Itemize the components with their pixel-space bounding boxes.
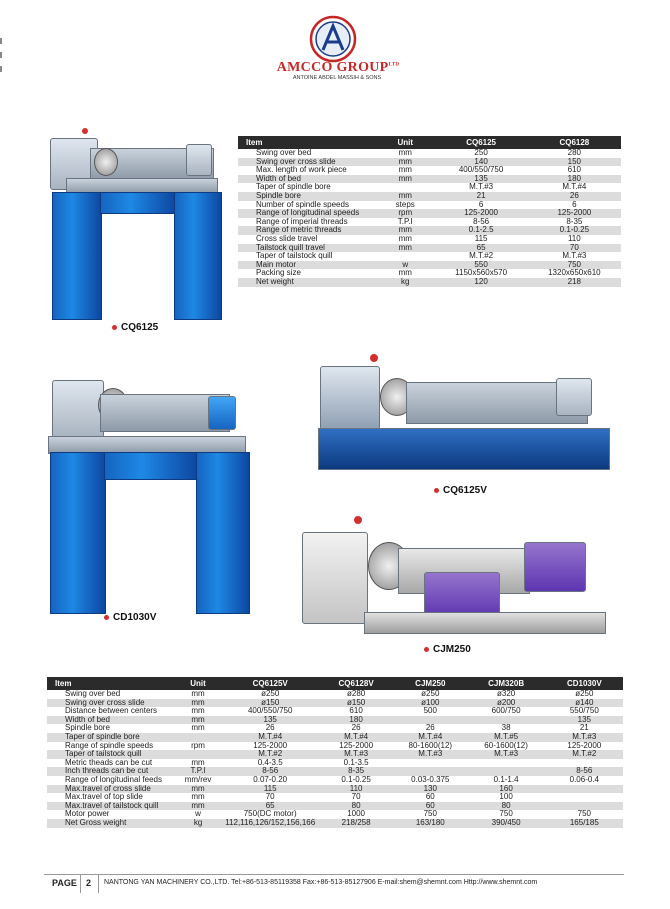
row-label: Motor power bbox=[65, 809, 110, 819]
table-cell: ø250 bbox=[421, 689, 440, 698]
table-cell: M.T.#3 bbox=[562, 251, 587, 261]
row-label: Taper of spindle bore bbox=[256, 182, 331, 192]
table-cell: 115 bbox=[474, 233, 488, 243]
table-cell: 390/450 bbox=[467, 819, 546, 828]
table-cell: 0.06-0.4 bbox=[569, 774, 599, 784]
table-cell: 218 bbox=[528, 278, 621, 287]
table-cell: 180 bbox=[318, 716, 394, 725]
table-cell: 70 bbox=[265, 792, 275, 802]
table-cell: M.T.#3 bbox=[467, 750, 546, 759]
footer-contact: NANTONG YAN MACHINERY CO.,LTD. Tel:+86-513-85119358 Fax:+86-513-85127906 E-mail:shem@shemnt.com Http://www.shemnt.com bbox=[104, 879, 538, 886]
table-cell: mm bbox=[191, 757, 205, 767]
row-label: Swing over bed bbox=[256, 148, 312, 157]
table-cell: 115 bbox=[222, 785, 318, 794]
table-cell: 135 bbox=[435, 175, 528, 184]
table-cell: 135 bbox=[222, 716, 318, 725]
table-cell: 80 bbox=[467, 802, 546, 811]
row-label: Net Gross weight bbox=[47, 819, 174, 828]
row-label: Max. length of work piece bbox=[256, 165, 347, 175]
table-cell bbox=[546, 793, 623, 802]
table-cell: kg bbox=[376, 278, 435, 287]
caption-cjm250: CJM250 bbox=[424, 644, 471, 655]
table-cell: mm bbox=[174, 699, 222, 708]
table-cell: rpm bbox=[376, 209, 435, 218]
table-cell: 0.4-3.5 bbox=[257, 757, 283, 767]
column-header: CQ6128 bbox=[528, 136, 621, 149]
table-cell: 6 bbox=[478, 199, 484, 209]
table-cell: ø250 bbox=[261, 689, 280, 698]
table-cell: M.T.#4 bbox=[394, 733, 467, 742]
table-cell: 8-35 bbox=[318, 767, 394, 776]
caption-cq6125v: CQ6125V bbox=[434, 485, 487, 496]
table-cell: 125-2000 bbox=[528, 209, 621, 218]
table-cell: 8-35 bbox=[566, 216, 583, 226]
table-cell: 750 bbox=[499, 809, 513, 819]
table-cell: mm bbox=[376, 226, 435, 235]
table-cell: mm bbox=[398, 233, 412, 243]
table-cell: 8-56 bbox=[222, 767, 318, 776]
table-cell: 21 bbox=[435, 192, 528, 201]
table-cell: mm bbox=[376, 158, 435, 167]
table-cell: 280 bbox=[567, 148, 582, 157]
row-label: Max.travel of top slide bbox=[65, 792, 143, 802]
bullet-icon bbox=[424, 647, 429, 652]
table-cell: mm bbox=[174, 785, 222, 794]
bullet-icon bbox=[434, 488, 439, 493]
table-cell: 165/185 bbox=[546, 819, 623, 828]
table-cell: kg bbox=[174, 819, 222, 828]
column-header: CJM320B bbox=[467, 677, 546, 690]
table-cell: 130 bbox=[394, 785, 467, 794]
table-cell: 125-2000 bbox=[435, 209, 528, 218]
table-cell: ø150 bbox=[318, 699, 394, 708]
table-cell: 135 bbox=[546, 716, 623, 725]
table-cell: 110 bbox=[318, 785, 394, 794]
table-cell: 70 bbox=[351, 792, 361, 802]
table-cell: 26 bbox=[265, 723, 275, 733]
column-header: CQ6128V bbox=[318, 677, 394, 690]
column-header: Item bbox=[238, 136, 376, 149]
table-cell: 163/180 bbox=[394, 819, 467, 828]
table-cell: ø250 bbox=[575, 689, 594, 698]
row-label: Metric theads can be cut bbox=[65, 757, 153, 767]
table-cell: mm bbox=[376, 244, 435, 253]
row-label: Width of bed bbox=[47, 716, 174, 725]
table-cell: 70 bbox=[528, 244, 621, 253]
row-label: Swing over cross slide bbox=[238, 158, 376, 167]
table-cell bbox=[394, 759, 467, 768]
table-cell: 120 bbox=[435, 278, 528, 287]
row-label: Main motor bbox=[238, 261, 376, 270]
table-cell: ø140 bbox=[546, 699, 623, 708]
table-cell bbox=[467, 759, 546, 768]
table-row bbox=[47, 819, 623, 828]
table-cell: 100 bbox=[499, 792, 513, 802]
table-cell: 1320x650x610 bbox=[548, 268, 601, 278]
table-cell: mm bbox=[376, 192, 435, 201]
row-label: Cross slide travel bbox=[256, 233, 318, 243]
row-label: Max.travel of cross slide bbox=[47, 785, 174, 794]
table-cell: 150 bbox=[528, 158, 621, 167]
cjm250-lathe-image bbox=[298, 512, 614, 640]
caption-cq6125: CQ6125 bbox=[112, 322, 158, 333]
row-label: Range of longitudinal speeds bbox=[238, 209, 376, 218]
table-cell: 0.1-0.25 bbox=[341, 774, 371, 784]
table-cell: 750 bbox=[423, 809, 437, 819]
row-label: Range of longitudinal feeds bbox=[65, 774, 162, 784]
table-cell: mm/rev bbox=[184, 774, 212, 784]
table-cell: w bbox=[376, 261, 435, 270]
table-cell: 0.1-3.5 bbox=[343, 757, 369, 767]
column-header: CD1030V bbox=[546, 677, 623, 690]
table-cell: 60 bbox=[394, 802, 467, 811]
table-cell: 140 bbox=[435, 158, 528, 167]
table-cell: 218/258 bbox=[318, 819, 394, 828]
table-cell: ø100 bbox=[394, 699, 467, 708]
table-cell: M.T.#3 bbox=[546, 733, 623, 742]
row-label: Tailstock quill travel bbox=[238, 244, 376, 253]
table-cell: mm bbox=[174, 716, 222, 725]
table-cell: M.T.#2 bbox=[222, 750, 318, 759]
table-row bbox=[238, 269, 621, 278]
row-label: Width of bed bbox=[238, 175, 376, 184]
table-row bbox=[47, 716, 623, 725]
table-cell: ø150 bbox=[222, 699, 318, 708]
cq6125-lathe-image bbox=[46, 126, 226, 321]
row-label: Swing over bed bbox=[65, 689, 121, 698]
column-header: Item bbox=[47, 677, 174, 690]
table-cell: 26 bbox=[351, 723, 361, 733]
amcco-logo-icon bbox=[305, 14, 361, 64]
table-cell: 750 bbox=[528, 261, 621, 270]
row-label: Taper of tailstock quill bbox=[47, 750, 174, 759]
table-cell: M.T.#3 bbox=[394, 750, 467, 759]
table-cell: ø200 bbox=[467, 699, 546, 708]
cd1030v-lathe-image bbox=[44, 368, 254, 618]
row-label: Number of spindle speeds bbox=[256, 199, 349, 209]
row-label: Inch threads can be cut bbox=[47, 767, 174, 776]
row-label: Packing size bbox=[256, 268, 301, 278]
table-cell: 550 bbox=[435, 261, 528, 270]
column-header: Unit bbox=[376, 136, 435, 149]
bullet-icon bbox=[112, 325, 117, 330]
table-cell: M.T.#5 bbox=[467, 733, 546, 742]
table-cell: 38 bbox=[501, 723, 511, 733]
column-header: CJM250 bbox=[394, 677, 467, 690]
table-cell: 0.1-1.4 bbox=[493, 774, 519, 784]
table-cell: mm bbox=[398, 148, 412, 157]
table-cell: ø320 bbox=[496, 689, 516, 698]
table-cell: mm bbox=[376, 175, 435, 184]
table-cell: mm bbox=[174, 802, 222, 811]
table-cell: T.P.I bbox=[397, 216, 413, 226]
table-cell: ø280 bbox=[346, 689, 366, 698]
row-label: Spindle bore bbox=[238, 192, 376, 201]
table-cell: 550/750 bbox=[569, 706, 599, 716]
spec-table-cq6125 bbox=[238, 136, 621, 287]
row-label: Range of metric threads bbox=[238, 226, 376, 235]
row-label: Max.travel of tailstock quill bbox=[47, 802, 174, 811]
column-header: CQ6125 bbox=[435, 136, 528, 149]
table-cell: 610 bbox=[349, 706, 363, 716]
table-cell: 60-1600(12) bbox=[484, 740, 528, 750]
table-cell: 26 bbox=[528, 192, 621, 201]
table-cell: 8-56 bbox=[546, 767, 623, 776]
row-label: Range of imperial threads bbox=[256, 216, 348, 226]
table-cell: mm bbox=[191, 706, 205, 716]
table-cell: 1150x560x570 bbox=[455, 268, 508, 278]
row-label: Net weight bbox=[238, 278, 376, 287]
page-label: PAGE bbox=[52, 878, 77, 888]
table-cell: mm bbox=[398, 165, 412, 175]
row-label: Swing over cross slide bbox=[47, 699, 174, 708]
table-cell: mm bbox=[398, 268, 412, 278]
bullet-icon bbox=[104, 615, 109, 620]
table-cell: 750 bbox=[577, 809, 591, 819]
footer-divider bbox=[98, 875, 99, 893]
table-cell: T.P.I bbox=[174, 767, 222, 776]
footer-divider bbox=[80, 875, 81, 893]
spec-table-models bbox=[47, 677, 623, 828]
company-subtitle: ANTOINE ABDEL MASSIH & SONS bbox=[292, 75, 382, 81]
table-cell: 65 bbox=[435, 244, 528, 253]
table-cell bbox=[546, 785, 623, 794]
table-cell: M.T.#2 bbox=[546, 750, 623, 759]
table-cell: 65 bbox=[222, 802, 318, 811]
table-cell: M.T.#4 bbox=[562, 182, 587, 192]
table-cell: mm bbox=[191, 792, 205, 802]
table-cell: 125-2000 bbox=[253, 740, 288, 750]
cq6125v-lathe-image bbox=[316, 352, 616, 472]
table-cell: 400/550/750 bbox=[458, 165, 504, 175]
table-row bbox=[238, 278, 621, 287]
table-cell: mm bbox=[191, 723, 205, 733]
caption-cd1030v: CD1030V bbox=[104, 612, 156, 623]
page-number: 2 bbox=[86, 878, 92, 888]
table-cell: M.T.#2 bbox=[469, 251, 494, 261]
table-cell: 112,116,126/152,156,166 bbox=[222, 819, 318, 828]
table-cell: 1000 bbox=[347, 809, 365, 819]
table-cell: 160 bbox=[467, 785, 546, 794]
table-cell: 0.07-0.20 bbox=[253, 774, 288, 784]
table-cell: 26 bbox=[425, 723, 435, 733]
row-label: Range of spindle speeds bbox=[65, 740, 154, 750]
table-cell: rpm bbox=[191, 740, 205, 750]
table-cell: 500 bbox=[423, 706, 437, 716]
table-row bbox=[47, 707, 623, 716]
column-header: Unit bbox=[174, 677, 222, 690]
table-cell: 8-56 bbox=[473, 216, 490, 226]
table-cell: 400/550/750 bbox=[247, 706, 293, 716]
table-cell: 0.03-0.375 bbox=[411, 774, 450, 784]
column-header: CQ6125V bbox=[222, 677, 318, 690]
table-cell: 0.1-2.5 bbox=[435, 226, 528, 235]
table-row bbox=[47, 802, 623, 811]
table-cell: 610 bbox=[567, 165, 582, 175]
table-cell: 80-1600(12) bbox=[408, 740, 453, 750]
table-cell: 600/750 bbox=[491, 706, 521, 716]
table-cell: w bbox=[195, 809, 201, 819]
table-cell: 21 bbox=[579, 723, 589, 733]
table-cell: M.T.#3 bbox=[469, 182, 494, 192]
table-cell: 0.1-0.25 bbox=[528, 226, 621, 235]
row-label: Taper of tailstock quill bbox=[256, 251, 333, 261]
table-cell: mm bbox=[191, 689, 205, 698]
table-cell: 750(DC motor) bbox=[243, 809, 297, 819]
page-footer bbox=[44, 874, 624, 893]
table-cell: 250 bbox=[474, 148, 488, 157]
table-cell: M.T.#3 bbox=[318, 750, 394, 759]
row-label: Distance between centers bbox=[65, 706, 158, 716]
company-name: AMCCO $GROUP^{LTD}$ bbox=[276, 60, 400, 75]
table-cell: 6 bbox=[572, 199, 577, 209]
table-cell: steps bbox=[395, 199, 415, 209]
row-label: Spindle bore bbox=[65, 723, 110, 733]
table-cell: 110 bbox=[567, 233, 581, 243]
margin-marks bbox=[0, 38, 3, 80]
table-cell: 180 bbox=[528, 175, 621, 184]
table-cell: M.T.#4 bbox=[318, 733, 394, 742]
table-row bbox=[47, 810, 623, 819]
table-cell: 125-2000 bbox=[567, 740, 602, 750]
table-cell: 60 bbox=[425, 792, 435, 802]
table-header-row bbox=[47, 677, 623, 690]
row-label: Taper of spindle bore bbox=[47, 733, 174, 742]
table-cell: 80 bbox=[318, 802, 394, 811]
table-cell: M.T.#4 bbox=[222, 733, 318, 742]
table-cell: 125-2000 bbox=[339, 740, 374, 750]
